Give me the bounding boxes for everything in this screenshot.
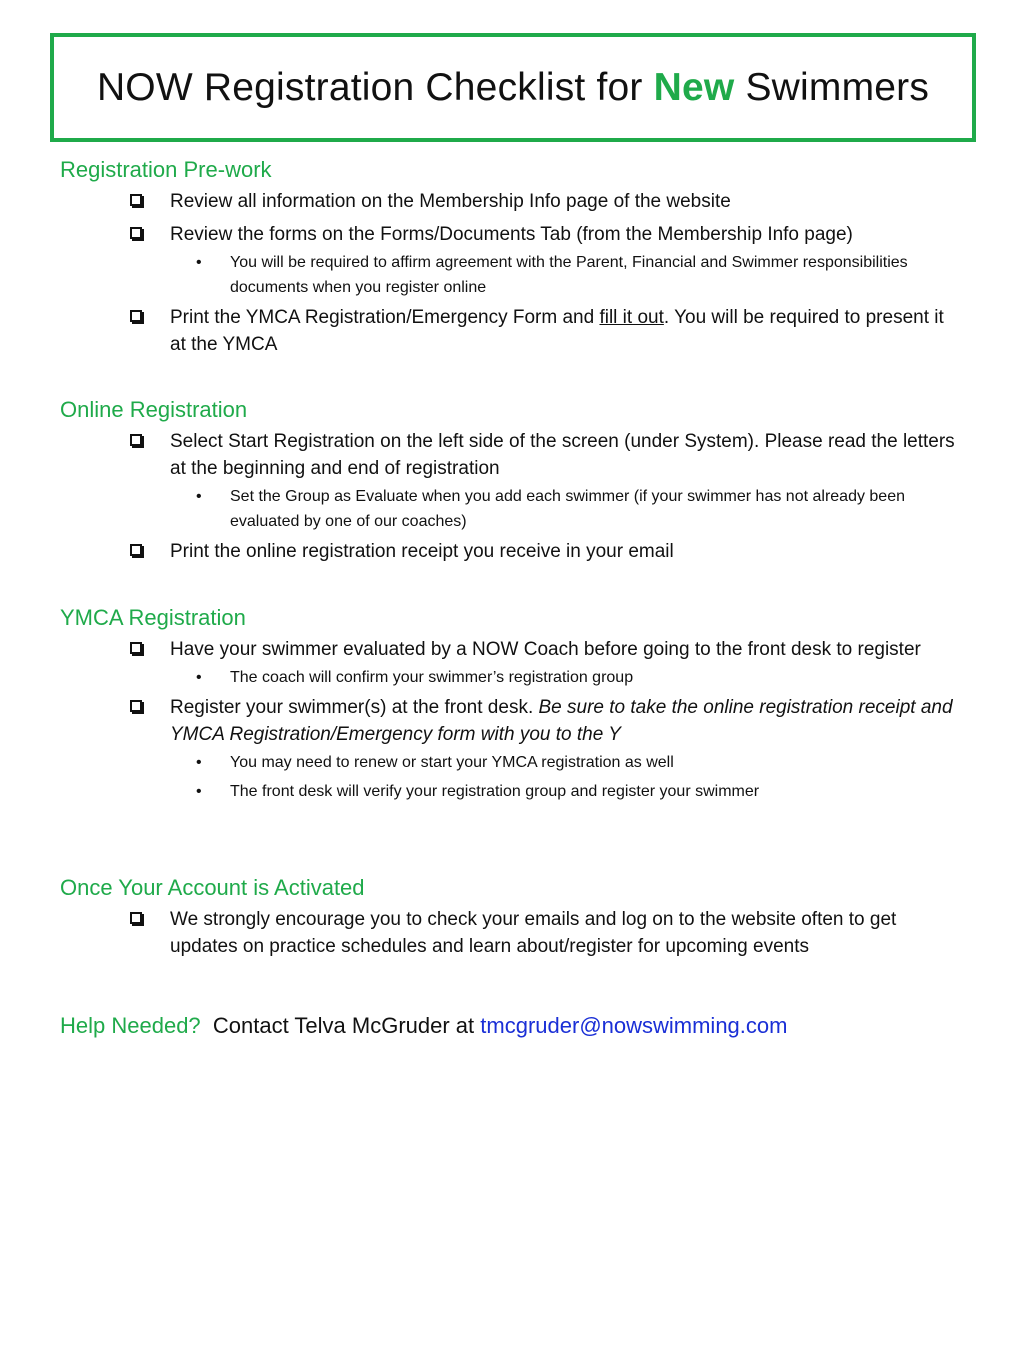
- checklist-item[interactable]: [60, 304, 960, 358]
- bullet-item: [60, 779, 960, 804]
- item-text: Print the YMCA Registration/Emergency Form and: [170, 307, 600, 328]
- checkbox-icon[interactable]: [130, 642, 142, 654]
- bullet-icon: •: [196, 783, 202, 800]
- bullet-icon: •: [196, 488, 202, 505]
- bullet-text: You may need to renew or start your YMCA registration as well: [230, 754, 674, 771]
- checkbox-icon[interactable]: [130, 227, 142, 239]
- title-after: Swimmers: [734, 65, 930, 109]
- item-text: Print the online registration receipt you receive in your email: [170, 541, 674, 562]
- section-account-activated: [60, 874, 960, 960]
- checkbox-icon[interactable]: [130, 310, 142, 322]
- page-title: [97, 66, 929, 110]
- checkbox-icon[interactable]: [130, 194, 142, 206]
- item-text: We strongly encourage you to check your emails and log on to the website often to get updates on practice schedules and learn about/register for upcoming events: [170, 909, 897, 957]
- help-text: Contact Telva McGruder at: [200, 1013, 481, 1038]
- bullet-text: Set the Group as Evaluate when you add each swimmer (if your swimmer has not already been evaluated by one of our coaches): [230, 488, 905, 530]
- section-heading: YMCA Registration: [60, 605, 246, 630]
- item-text: . You will be required to present it at the YMCA: [170, 307, 944, 355]
- checklist-item[interactable]: [60, 906, 960, 960]
- section-online-registration: [60, 396, 960, 565]
- title-accent: New: [653, 65, 735, 109]
- checklist-item[interactable]: [60, 188, 960, 215]
- email-link[interactable]: tmcgruder@nowswimming.com: [480, 1013, 788, 1038]
- bullet-item: [60, 250, 960, 300]
- checklist-item[interactable]: [60, 694, 960, 748]
- item-text: Review the forms on the Forms/Documents Tab (from the Membership Info page): [170, 224, 853, 245]
- bullet-text: The coach will confirm your swimmer’s registration group: [230, 669, 634, 686]
- checklist-item[interactable]: [60, 636, 960, 663]
- item-text-underlined: fill it out: [599, 307, 664, 328]
- bullet-text: You will be required to affirm agreement with the Parent, Financial and Swimmer responsibilities documents when you register online: [230, 254, 908, 296]
- bullet-item: [60, 750, 960, 775]
- bullet-item: [60, 665, 960, 690]
- checklist-item[interactable]: [60, 428, 960, 482]
- bullet-icon: •: [196, 754, 202, 771]
- item-text: Select Start Registration on the left side of the screen (under System). Please read the letters at the beginning and end of registration: [170, 431, 955, 479]
- section-heading: Registration Pre-work: [60, 157, 272, 182]
- item-text: Review all information on the Membership Info page of the website: [170, 191, 731, 212]
- checklist-item[interactable]: [60, 538, 960, 565]
- checklist-item[interactable]: [60, 221, 960, 248]
- section-ymca-registration: [60, 604, 960, 808]
- bullet-icon: •: [196, 669, 202, 686]
- checkbox-icon[interactable]: [130, 700, 142, 712]
- section-heading: Online Registration: [60, 397, 248, 422]
- checkbox-icon[interactable]: [130, 434, 142, 446]
- help-label: Help Needed?: [60, 1013, 201, 1038]
- bullet-icon: •: [196, 254, 202, 271]
- section-heading: Once Your Account is Activated: [60, 875, 365, 900]
- title-box: [50, 33, 976, 142]
- item-text: Have your swimmer evaluated by a NOW Coach before going to the front desk to register: [170, 639, 921, 660]
- bullet-text: The front desk will verify your registration group and register your swimmer: [230, 783, 760, 800]
- bullet-item: [60, 484, 960, 534]
- section-registration-pre-work: [60, 156, 960, 358]
- checkbox-icon[interactable]: [130, 912, 142, 924]
- item-text-italic: Be sure to take the online registration receipt and YMCA Registration/Emergency form with you to the Y: [170, 697, 953, 745]
- help-line: [60, 1011, 787, 1041]
- title-before: NOW Registration Checklist for: [96, 65, 654, 109]
- checkbox-icon[interactable]: [130, 544, 142, 556]
- item-text: Register your swimmer(s) at the front desk.: [170, 697, 539, 718]
